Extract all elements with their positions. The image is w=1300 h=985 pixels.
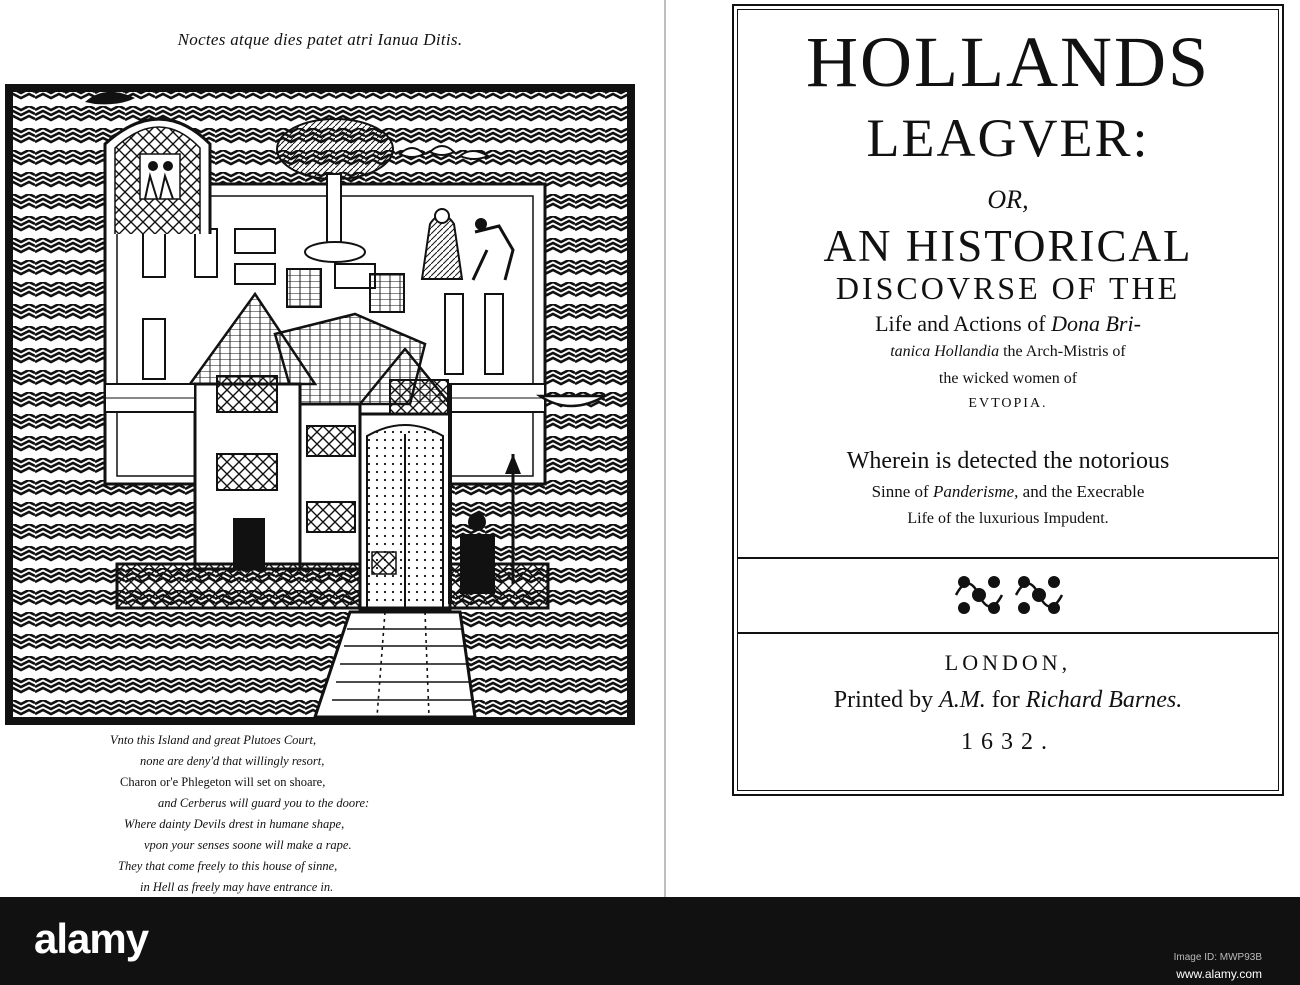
title-second: LEAGVER: — [866, 108, 1150, 168]
verse-line: in Hell as freely may have entrance in. — [140, 880, 334, 894]
verse-line: and Cerberus will guard you to the doore: — [158, 796, 370, 810]
imprint-for: for — [985, 687, 1026, 713]
verse-line: Where dainty Devils drest in humane shape, — [124, 817, 345, 831]
subtitle-line-1b: Dona Bri- — [1051, 311, 1141, 336]
subtitle-line-2b: the Arch-Mistris of — [999, 343, 1126, 360]
stock-site-url[interactable]: www.alamy.com — [1176, 967, 1262, 981]
wherein-line-1: Wherein is detected the notorious — [846, 448, 1170, 474]
verse-line: They that come freely to this house of sinne, — [118, 859, 338, 873]
verse-line: none are deny'd that willingly resort, — [140, 754, 325, 768]
imprint-place: LONDON, — [944, 650, 1072, 675]
imprint-printer-initials: A.M. — [939, 687, 986, 713]
subtitle-line-3: the wicked women of — [938, 370, 1078, 387]
subtitle-line-1a: Life and Actions of — [875, 311, 1052, 336]
wherein-line-2a: Sinne of — [871, 482, 933, 501]
wherein-line-2b: Panderisme — [932, 482, 1015, 501]
stock-image-id-label: Image ID: MWP93B — [1173, 952, 1262, 963]
imprint-year: 1632. — [961, 729, 1055, 755]
subtitle-line-1 — [737, 310, 1279, 338]
title-or: OR, — [987, 185, 1029, 214]
wherein-line-2 — [737, 480, 1279, 504]
stock-image-id — [1174, 950, 1262, 982]
wherein-line-2c: , and the Execrable — [1014, 482, 1145, 501]
subtitle-line-2a: tanica Hollandia — [890, 343, 1000, 360]
verse-line: Charon or'e Phlegeton will set on shoare, — [120, 775, 326, 789]
stock-watermark-bar — [0, 897, 1300, 985]
wherein-line-3: Life of the luxurious Impudent. — [907, 510, 1109, 527]
verse-line: Vnto this Island and great Plutoes Court, — [110, 733, 317, 747]
frontispiece-verse — [110, 730, 510, 898]
rule-upper — [737, 557, 1279, 559]
woodcut-illustration — [5, 84, 635, 725]
subtitle-line-4: EVTOPIA. — [968, 396, 1048, 411]
stock-logo[interactable]: alamy — [34, 915, 149, 962]
rule-lower — [737, 632, 1279, 634]
title-main: HOLLANDS — [806, 22, 1210, 102]
subtitle-discourse: DISCOVRSE OF THE — [835, 270, 1181, 306]
subtitle-historical: AN HISTORICAL — [823, 221, 1193, 271]
printers-ornament-icon — [950, 568, 1068, 622]
verse-line: vpon your senses soone will make a rape. — [144, 838, 352, 852]
subtitle-line-2 — [737, 341, 1279, 363]
imprint-printer — [737, 684, 1279, 716]
imprint-bookseller: Richard Barnes. — [1025, 687, 1183, 713]
frontispiece-motto: Noctes atque dies patet atri Ianua Ditis. — [177, 30, 463, 49]
page-gutter — [664, 0, 666, 897]
imprint-printed-by: Printed by — [833, 687, 940, 713]
